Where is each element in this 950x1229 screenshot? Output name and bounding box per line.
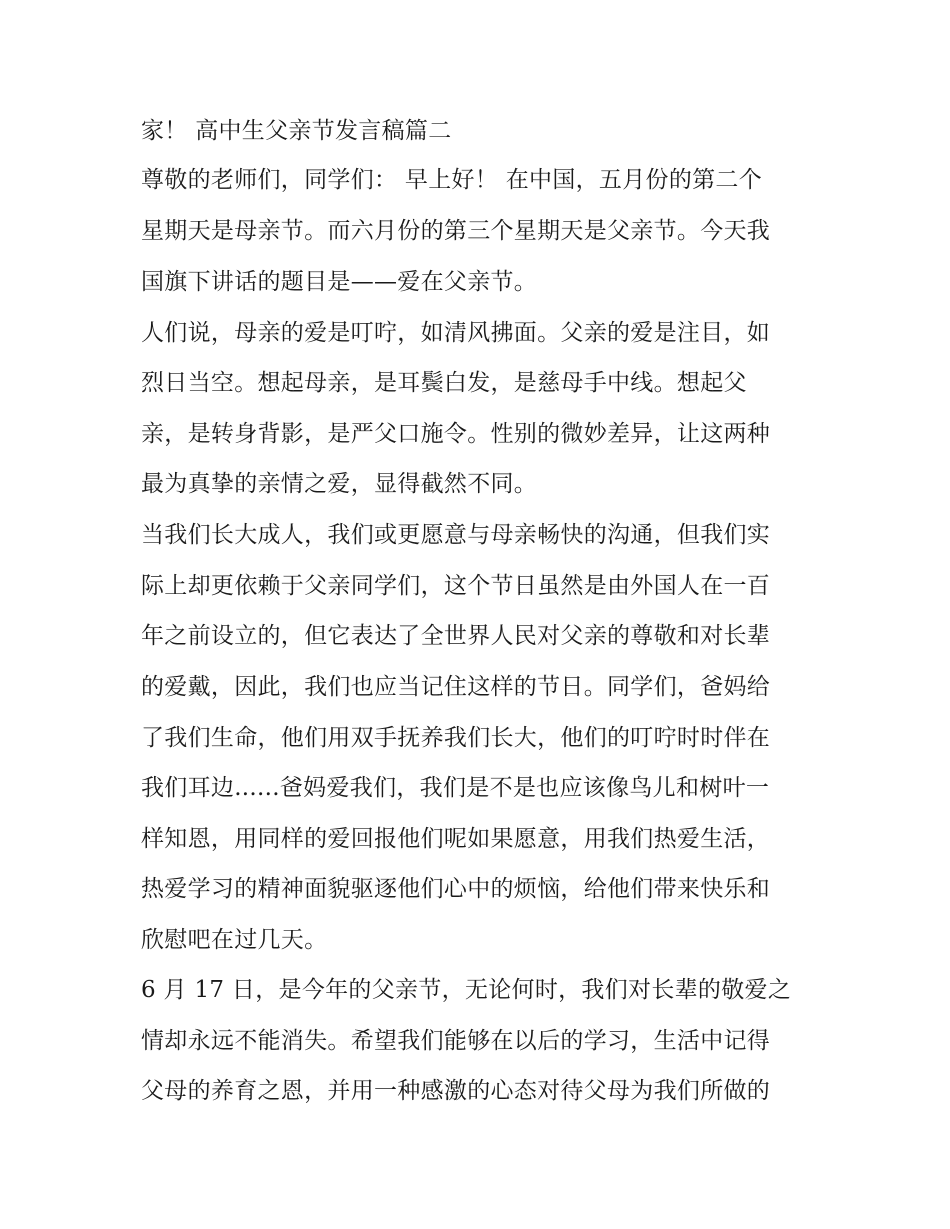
text-line-19: 情却永远不能消失。希望我们能够在以后的学习，生活中记得 bbox=[141, 1028, 771, 1054]
text-line-3: 星期天是母亲节。而六月份的第三个星期天是父亲节。今天我 bbox=[141, 218, 771, 244]
text-line-6: 烈日当空。想起母亲，是耳鬓白发，是慈母手中线。想起父 bbox=[141, 370, 747, 396]
text-line-15: 样知恩，用同样的爱回报他们呢如果愿意，用我们热爱生活， bbox=[141, 826, 771, 852]
text-line-7: 亲，是转身背影，是严父口施令。性别的微妙差异，让这两种 bbox=[141, 421, 771, 447]
text-line-13: 了我们生命，他们用双手抚养我们长大，他们的叮咛时时伴在 bbox=[141, 725, 771, 751]
text-line-11: 年之前设立的，但它表达了全世界人民对父亲的尊敬和对长辈 bbox=[141, 623, 771, 649]
text-line-17: 欣慰吧在过几天。 bbox=[141, 927, 328, 953]
text-line-18: 6 月 17 日，是今年的父亲节，无论何时，我们对长辈的敬爱之 bbox=[141, 977, 792, 1003]
text-line-14: 我们耳边......爸妈爱我们，我们是不是也应该像鸟儿和树叶一 bbox=[141, 775, 770, 801]
text-line-10: 际上却更依赖于父亲同学们，这个节日虽然是由外国人在一百 bbox=[141, 573, 771, 599]
text-line-5: 人们说，母亲的爱是叮咛，如清风拂面。父亲的爱是注目，如 bbox=[141, 320, 771, 346]
text-line-12: 的爱戴，因此，我们也应当记住这样的节日。同学们，爸妈给 bbox=[141, 674, 771, 700]
text-line-4: 国旗下讲话的题目是——爱在父亲节。 bbox=[141, 269, 538, 295]
text-line-20: 父母的养育之恩，并用一种感激的心态对待父母为我们所做的 bbox=[141, 1078, 771, 1104]
text-line-9: 当我们长大成人，我们或更愿意与母亲畅快的沟通，但我们实 bbox=[141, 522, 771, 548]
text-line-1: 家！ 高中生父亲节发言稿篇二 bbox=[141, 118, 452, 144]
text-line-8: 最为真挚的亲情之爱，显得截然不同。 bbox=[141, 471, 538, 497]
text-line-16: 热爱学习的精神面貌驱逐他们心中的烦恼，给他们带来快乐和 bbox=[141, 876, 771, 902]
text-line-2: 尊敬的老师们，同学们： 早上好！ 在中国，五月份的第二个 bbox=[141, 167, 763, 193]
